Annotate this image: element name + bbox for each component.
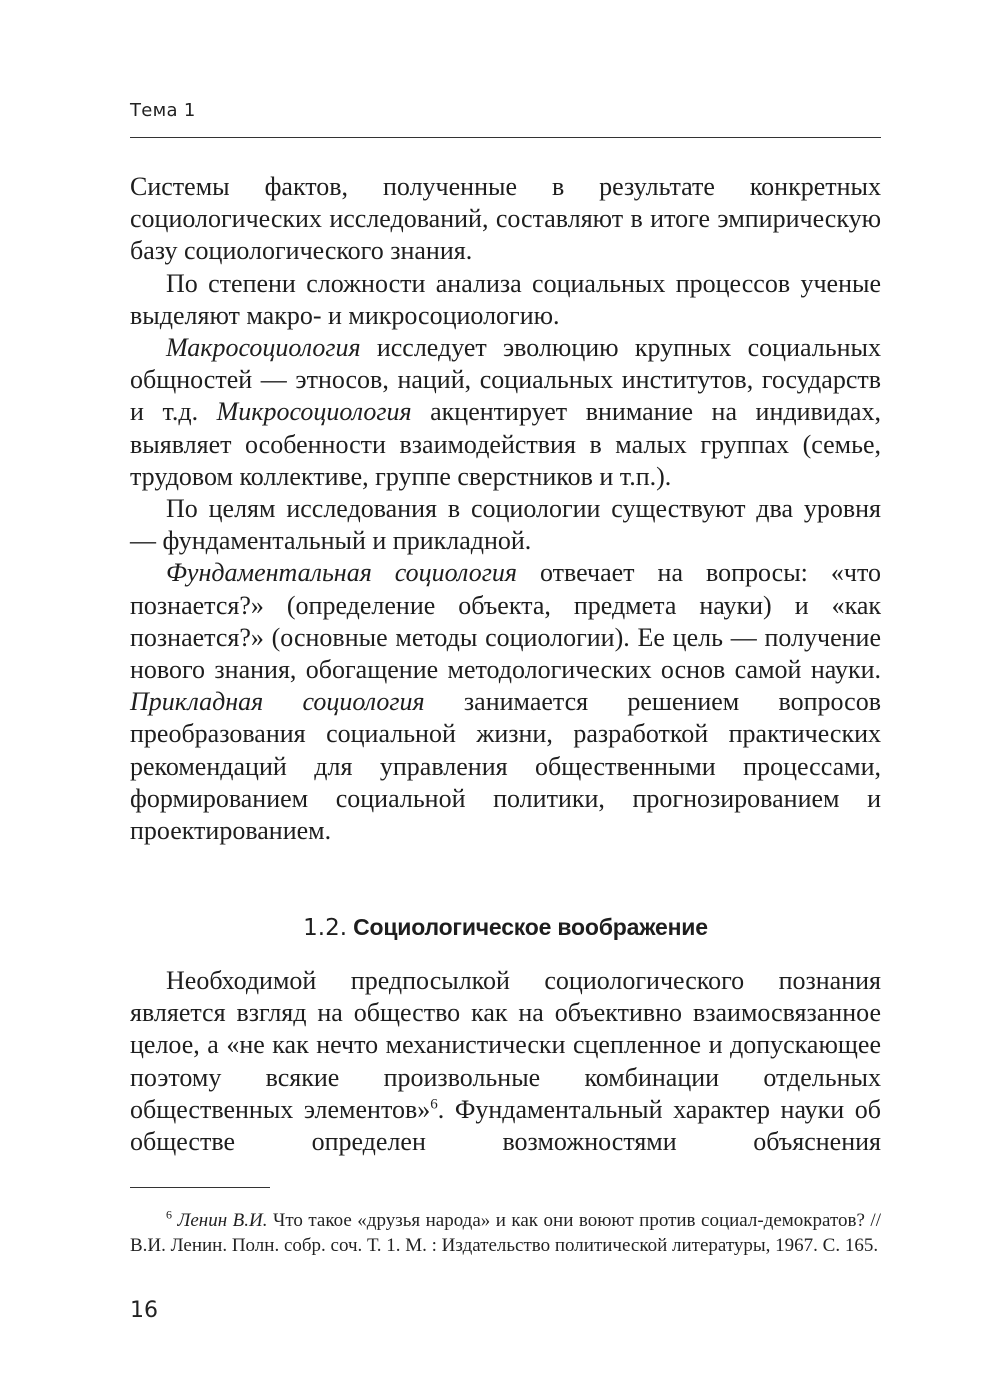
paragraph-5 xyxy=(130,557,881,847)
footnote-marker: 6 xyxy=(166,1207,172,1222)
section-paragraph-text-1: Необходимой предпосылкой социологического познания является взгляд на общество как на объективно взаимосвязанное целое, а «не как нечто механистически сцепленное и допускающее поэтому всякие произвольные комбинации отдельных общественных элементов» xyxy=(130,966,881,1124)
section-number: 1.2. xyxy=(303,915,348,941)
section-title: Социологическое воображение xyxy=(353,914,708,940)
section-paragraph xyxy=(130,965,881,1158)
paragraph-5-text-1: отвечает на вопросы: «что познается?» (определение объекта, предмета науки) и «как познается?» (основные методы социологии). Ее цель — получение нового знания, обогащение методологических основ самой науки. xyxy=(130,558,881,685)
term-fundamental-sociology: Фундаментальная социология xyxy=(166,558,517,588)
footnote xyxy=(130,1208,881,1258)
paragraph-4: По целям исследования в социологии существуют два уровня — фундаментальный и прикладной. xyxy=(130,494,881,556)
term-microsociology: Микросоциология xyxy=(216,397,412,427)
paragraph-5-text-2: занимается решением вопросов преобразования социальной жизни, разработкой практических рекомендаций для управления общественными процессами, формированием социальной политики, прогнозированием и проектированием. xyxy=(130,687,881,846)
running-head: Тема 1 xyxy=(130,100,196,121)
section-paragraph-text-2: . Фундаментальный характер науки об обществе определен возможностями объяснения xyxy=(130,1094,881,1157)
term-macrosociology: Макросоциология xyxy=(166,333,361,363)
paragraph-3-text-1: исследует эволюцию крупных социальных общностей — этносов, наций, социальных институтов, государств и т.д. xyxy=(130,333,881,427)
footnote-text xyxy=(130,1208,881,1258)
header-rule xyxy=(130,137,881,138)
page-number: 16 xyxy=(130,1298,158,1323)
section-text xyxy=(130,965,881,1158)
footnote-body: Что такое «друзья народа» и как они воюют против социал-демократов? // В.И. Ленин. Полн. собр. соч. Т. 1. М. : Издательство политической литературы, 1967. С. 165. xyxy=(130,1210,881,1256)
term-applied-sociology: Прикладная социология xyxy=(130,687,425,717)
paragraph-1: Системы фактов, полученные в результате конкретных социологических исследований, составляют в итоге эмпирическую базу социологического знания. xyxy=(130,172,881,266)
section-heading xyxy=(130,910,881,945)
paragraph-2: По степени сложности анализа социальных процессов ученые выделяют макро- и микросоциологию. xyxy=(130,268,881,330)
footnote-reference[interactable]: 6 xyxy=(430,1096,438,1113)
footnote-author: Ленин В.И. xyxy=(177,1210,268,1231)
paragraph-3 xyxy=(130,332,881,493)
footnote-rule xyxy=(130,1187,270,1188)
paragraph-3-text-2: акцентирует внимание на индивидах, выявляет особенности взаимодействия в малых группах (семье, трудовом коллективе, группе сверстников и т.п.). xyxy=(130,397,881,491)
main-text xyxy=(130,171,881,847)
